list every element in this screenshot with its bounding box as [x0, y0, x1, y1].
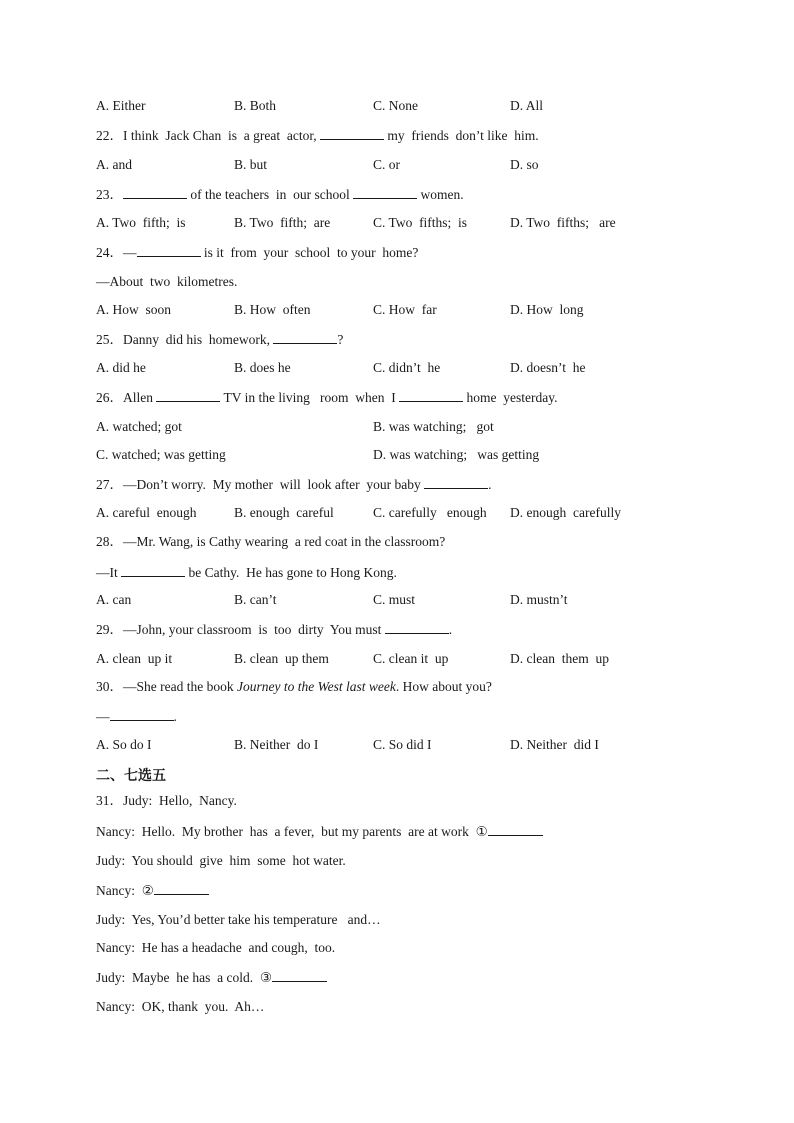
- q24-option-d: D. How long: [510, 302, 584, 317]
- q30-stem: [96, 678, 492, 696]
- q29-stem-text-end: .: [448, 622, 453, 637]
- q27-stem-text-end: .: [488, 477, 492, 492]
- q30-option-b: B. Neither do I: [234, 737, 319, 752]
- q27-option-d: D. enough carefully: [510, 505, 621, 520]
- q21-option-c: C. None: [373, 98, 418, 113]
- answer-blank: [385, 620, 449, 634]
- q30-option-c: C. So did I: [373, 737, 432, 752]
- answer-blank: [156, 388, 220, 402]
- q25-option-b: B. does he: [234, 360, 291, 375]
- q25-stem-text-end: ?: [337, 332, 344, 347]
- q28-options: [96, 591, 696, 609]
- q29-stem-text: 29．—John, your classroom is too dirty You must: [96, 622, 385, 637]
- q30-options: [96, 736, 696, 754]
- q25-option-d: D. doesn’t he: [510, 360, 586, 375]
- q24-option-a: A. How soon: [96, 302, 172, 317]
- q26-stem-text-end: home yesterday.: [463, 390, 558, 405]
- q24-options: [96, 301, 696, 319]
- dialog-line-2: [96, 822, 543, 841]
- q30-reply-end: .: [173, 709, 177, 724]
- q28-option-b: B. can’t: [234, 592, 277, 607]
- q23-option-d: D. Two fifths; are: [510, 215, 616, 230]
- q26-stem-text-mid: TV in the living room when I: [220, 390, 400, 405]
- dialog-line-4: [96, 881, 209, 900]
- section-heading: 二、七选五: [96, 768, 166, 784]
- q27-options: [96, 504, 696, 522]
- q23-option-c: C. Two fifths; is: [373, 215, 468, 230]
- dialog-line-3: Judy: You should give him some hot water.: [96, 853, 346, 868]
- answer-blank: [154, 881, 209, 895]
- q24-option-c: C. How far: [373, 302, 437, 317]
- q30-reply: [96, 707, 177, 726]
- q28-reply: [96, 563, 397, 582]
- answer-blank: [121, 563, 185, 577]
- q30-stem-text-end: . How about you?: [395, 679, 492, 694]
- q23-stem: [96, 185, 464, 204]
- q22-stem: [96, 126, 539, 145]
- q25-stem: [96, 330, 343, 349]
- q28-stem: 28．—Mr. Wang, is Cathy wearing a red coat in the classroom?: [96, 534, 446, 549]
- answer-blank: [272, 968, 327, 982]
- q23-number: 23．: [96, 187, 123, 202]
- q27-stem-text: 27．—Don’t worry. My mother will look after your baby: [96, 477, 425, 492]
- q21-option-a: A. Either: [96, 98, 146, 113]
- q24-stem: [96, 243, 418, 262]
- q28-option-a: A. can: [96, 592, 132, 607]
- q23-options: [96, 214, 696, 232]
- q26-stem: [96, 388, 557, 407]
- dialog-line-5: Judy: Yes, You’d better take his temperature and…: [96, 912, 381, 927]
- q26-options-row2: [96, 446, 696, 464]
- q25-option-c: C. didn’t he: [373, 360, 441, 375]
- q22-options: [96, 156, 696, 174]
- q24-option-b: B. How often: [234, 302, 311, 317]
- q23-stem-text-end: women.: [417, 187, 464, 202]
- q22-stem-text: 22．I think Jack Chan is a great actor,: [96, 128, 321, 143]
- dialog-line-7: [96, 968, 327, 987]
- answer-blank: [424, 475, 488, 489]
- answer-blank: [488, 822, 543, 836]
- q25-options: [96, 359, 696, 377]
- q21-option-b: B. Both: [234, 98, 277, 113]
- q29-option-a: A. clean up it: [96, 651, 173, 666]
- q26-option-d: D. was watching; was getting: [373, 447, 540, 462]
- q26-option-a: A. watched; got: [96, 419, 182, 434]
- q22-option-a: A. and: [96, 157, 132, 172]
- q27-option-a: A. careful enough: [96, 505, 197, 520]
- q28-reply-text: —It: [96, 565, 122, 580]
- dialog-line-2-text: Nancy: Hello. My brother has a fever, but my parents are at work ①: [96, 824, 488, 839]
- q27-option-c: C. carefully enough: [373, 505, 487, 520]
- q30-stem-text: 30．—She read the book: [96, 679, 237, 694]
- q26-option-b: B. was watching; got: [373, 419, 494, 434]
- answer-blank: [353, 185, 417, 199]
- q30-reply-dash: —: [96, 709, 110, 724]
- q25-option-a: A. did he: [96, 360, 146, 375]
- q21-option-d: D. All: [510, 98, 544, 113]
- q23-stem-text: of the teachers in our school: [187, 187, 354, 202]
- q30-option-a: A. So do I: [96, 737, 152, 752]
- answer-blank: [399, 388, 463, 402]
- q29-option-c: C. clean it up: [373, 651, 449, 666]
- q27-stem: [96, 475, 491, 494]
- q22-stem-text-end: my friends don’t like him.: [384, 128, 539, 143]
- q29-stem: [96, 620, 452, 639]
- q26-stem-text: 26．Allen: [96, 390, 157, 405]
- answer-blank: [320, 126, 384, 140]
- q24-reply: —About two kilometres.: [96, 274, 238, 289]
- q28-reply-text-end: be Cathy. He has gone to Hong Kong.: [185, 565, 397, 580]
- q30-book-title: Journey to the West last week: [236, 679, 396, 694]
- q30-option-d: D. Neither did I: [510, 737, 599, 752]
- q24-number: 24．—: [96, 245, 137, 260]
- q28-option-c: C. must: [373, 592, 416, 607]
- dialog-line-4-text: Nancy: ②: [96, 883, 154, 898]
- answer-blank: [123, 185, 187, 199]
- q26-option-c: C. watched; was getting: [96, 447, 226, 462]
- answer-blank: [137, 243, 201, 257]
- q23-option-a: A. Two fifth; is: [96, 215, 186, 230]
- q29-option-b: B. clean up them: [234, 651, 329, 666]
- q22-option-c: C. or: [373, 157, 400, 172]
- dialog-line-8: Nancy: OK, thank you. Ah…: [96, 999, 265, 1014]
- answer-blank: [273, 330, 337, 344]
- q29-option-d: D. clean them up: [510, 651, 609, 666]
- dialog-line-6: Nancy: He has a headache and cough, too.: [96, 940, 336, 955]
- q21-options: [96, 97, 696, 115]
- q24-stem-text: is it from your school to your home?: [200, 245, 419, 260]
- dialog-line-1: 31．Judy: Hello, Nancy.: [96, 793, 237, 808]
- dialog-line-7-text: Judy: Maybe he has a cold. ③: [96, 970, 272, 985]
- q28-option-d: D. mustn’t: [510, 592, 568, 607]
- q22-option-b: B. but: [234, 157, 268, 172]
- q22-option-d: D. so: [510, 157, 539, 172]
- q26-options-row1: [96, 418, 696, 436]
- answer-blank: [110, 707, 174, 721]
- q23-option-b: B. Two fifth; are: [234, 215, 331, 230]
- q27-option-b: B. enough careful: [234, 505, 334, 520]
- q25-stem-text: 25．Danny did his homework,: [96, 332, 274, 347]
- q29-options: [96, 650, 696, 668]
